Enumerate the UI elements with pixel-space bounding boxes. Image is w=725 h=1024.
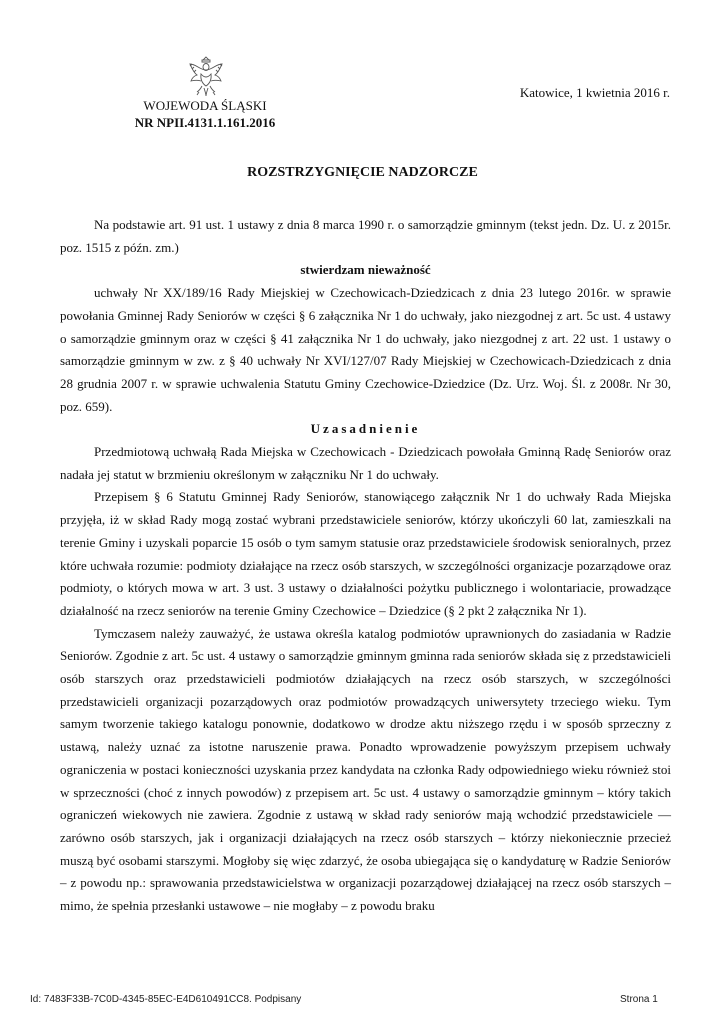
authority-name: WOJEWODA ŚLĄSKI [143,98,267,113]
issuing-authority-block [120,97,290,131]
justification-paragraph: Przedmiotową uchwałą Rada Miejska w Czechowicach - Dziedzicach powołała Gminną Radę Seniorów oraz nadała jej statut w brzmieniu określonym w załączniku Nr 1 do uchwały. [60,444,671,482]
decision-heading: stwierdzam nieważność [300,262,431,278]
document-title: ROZSTRZYGNIĘCIE NADZORCZE [247,165,478,180]
case-number: NR NPII.4131.1.161.2016 [134,115,276,130]
justification-paragraph: Tymczasem należy zauważyć, że ustawa określa katalog podmiotów uprawnionych do zasiadania w Radzie Seniorów. Zgodnie z art. 5c ust. 4 ustawy o samorządzie gminnym gminna rada seniorów składa się z przedstawicieli osób starszych oraz przedstawicieli podmiotów działających na rzecz osób starszych, w szczególności przedstawicieli organizacji pozarządowych oraz podmiotów prowadzących uniwersytety trzeciego wieku. Tym samym tworzenie takiego katalogu ponownie, dodatkowo w drodze aktu niższego rzędu i w sposób sprzeczny z ustawą, należy uznać za istotne naruszenie prawa. Ponadto wprowadzenie powyższym przepisem uchwały ograniczenia w postaci konieczności uzyskania przez kandydata na członka Rady odpowiedniego wieku również stoi w sprzeczności (choć z innych powodów) z przepisem art. 5c ust. 4 ustawy o samorządzie gminnym – który takich ograniczeń wiekowych nie zawiera. Zgodnie z ustawą w skład rady seniorów mają wchodzić przedstawiciele — zarówno osób starszych, jak i organizacji działających na rzecz osób starszych – którzy niekoniecznie przecież muszą być osobami starszymi. Mogłoby się więc zdarzyć, że osoba ubiegająca się o kandydaturę w Radzie Seniorów – z powodu np.: sprawowania przedstawicielstwa w organizacji pozarządowej działającej na rzecz osób starszych – mimo, że spełnia przesłanki ustawowe – nie mogłaby – z powodu braku [60,625,671,914]
justification-paragraph: Przepisem § 6 Statutu Gminnej Rady Seniorów, stanowiącego załącznik Nr 1 do uchwały Rada Miejska przyjęła, iż w skład Rady mogą zostać wybrani przedstawiciele seniorów, którzy ukończyli 60 lat, zamieszkali na terenie Gminy i uzyskali poparcie 15 osób o tym samym statusie oraz przedstawiciele środowisk senioralnych, przez które uchwała rozumie: podmioty działające na rzecz osób starszych, w szczególności organizacje pozarządowe oraz podmioty, o których mowa w art. 3 ust. 3 ustawy o działalności pożytku publicznego i wolontariacie, prowadzące działalność na rzecz seniorów na terenie Gminy Czechowice – Dziedzice (§ 2 pkt 2 załącznika Nr 1). [60,489,671,618]
document-body [60,214,671,918]
legal-basis-paragraph: Na podstawie art. 91 ust. 1 ustawy z dnia 8 marca 1990 r. o samorządzie gminnym (tekst jedn. Dz. U. z 2015r. poz. 1515 z późn. zm.) [60,217,671,255]
justification-heading: Uzasadnienie [310,421,421,437]
decision-paragraph: uchwały Nr XX/189/16 Rady Miejskiej w Czechowicach-Dziedzicach z dnia 23 lutego 2016r. w sprawie powołania Gminnej Rady Seniorów w części § 6 załącznika Nr 1 do uchwały, jako niezgodnej z art. 5c ust. 4 ustawy o samorządzie gminnym oraz w części § 41 załącznika Nr 1 do uchwały, jako niezgodnej z art. 22 ust. 1 ustawy o samorządzie gminnym w zw. z § 40 uchwały Nr XVI/127/07 Rady Miejskiej w Czechowicach-Dziedzicach z dnia 28 grudnia 2007 r. w sprawie uchwalenia Statutu Gminy Czechowice-Dziedzice (Dz. Urz. Woj. Śl. z 2008r. Nr 30, poz. 659). [60,285,671,414]
document-id-footer: Id: 7483F33B-7C0D-4345-85EC-E4D610491CC8. Podpisany [30,994,302,1005]
polish-eagle-emblem-icon [186,54,226,98]
page-number: Strona 1 [620,994,658,1005]
place-and-date: Katowice, 1 kwietnia 2016 r. [519,85,670,100]
